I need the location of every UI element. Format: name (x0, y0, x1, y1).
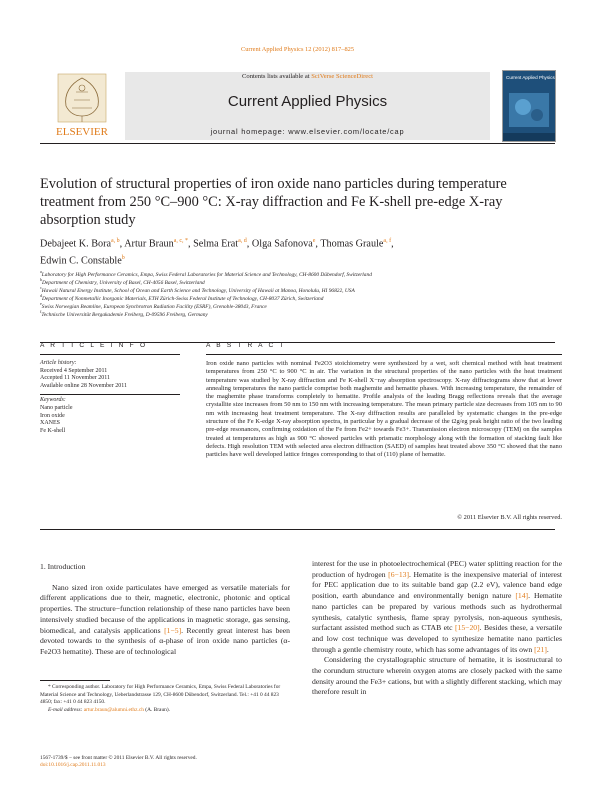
affiliation-marker: c (40, 285, 42, 290)
abstract-rule (206, 354, 562, 355)
author-list (40, 234, 560, 269)
affiliation-text: Department of Nonmetallic Inorganic Materials, ETH Zürich-Swiss Federal Institute of Technology, CH-8037 Zürich, Switzerland (42, 295, 324, 302)
section-heading: 1. Introduction (40, 562, 86, 571)
history-received: Received 4 September 2011 (40, 367, 108, 374)
author-separator: , (315, 238, 321, 250)
elsevier-logo (40, 70, 124, 140)
keywords-divider (40, 394, 180, 395)
body-text: . Hematite nano particles can be prepared by various methods such as hydrothermal synthesis, catalytic synthesis, flame spray pyrolysis, non-aqueous synthesis, surfactant assisted method such as CTAB etc (312, 591, 562, 633)
history-accepted: Accepted 11 November 2011 (40, 375, 111, 382)
affiliation-marker: a (40, 269, 42, 274)
body-text: interest for the use in photoelectrochemical (PEC) water splitting reaction for the production of hydrogen (312, 559, 562, 579)
footnote-rule (40, 680, 110, 681)
citation-link[interactable]: [15−20] (454, 623, 480, 633)
author-name[interactable]: Edwin C. Constable (40, 255, 122, 267)
journal-cover-image (502, 70, 556, 142)
journal-homepage-line (125, 127, 490, 136)
contents-prefix: Contents lists available at (242, 73, 312, 80)
email-link[interactable]: artur.braun@alumni.ethz.ch (83, 706, 144, 713)
body-text: . Besides these, a versatile and low cost technique was developed to synthesize hematite nano particles through a gentle chemistry route, which has some advantages of its own (312, 623, 562, 654)
journal-title: Current Applied Physics (227, 93, 388, 110)
body-right-column (312, 559, 562, 698)
email-label: E-mail address: (48, 706, 84, 713)
author-separator: , (391, 238, 394, 250)
affiliation-text: Technische Universität Bergakademie Freiberg, D-09596 Freiberg, Germany (41, 311, 208, 318)
keyword: XANES (40, 420, 61, 427)
affiliation (40, 308, 560, 319)
author-separator: , (246, 238, 252, 250)
article-title: Evolution of structural properties of iron oxide nano particles during temperature treatment from 250 °C–900 °C: X-ray diffraction and Fe K-shell pre-edge X-ray absorption study (40, 176, 507, 228)
doi-link[interactable]: doi:10.1016/j.cap.2011.11.013 (40, 762, 106, 769)
body-text: . (546, 644, 549, 654)
abstract-text: Iron oxide nano particles with nominal Fe2O3 stoichiometry were synthesized by a wet, soft chemical method with heat treatment temperatures from 250 °C to 900 °C in air. The variation in the structural properties of the nano particles with the heat treatment temperature was studied by X-ray diffraction and Fe K-shell X−ray absorption spectroscopy. X-ray diffractograms show that at lower annealing temperatures the nano particle comprise both maghemite and hematite phases. With increasing temperature, the remainder of the maghemite phase transforms completely to hematite. Profile analysis of the leading Bragg reflections reveals that the average crystallite size increases from 50 nm to 150 nm with increasing temperature. The mean primary particle size decreases from 105 nm to 90 nm with increasing heat treatment temperature. The X-ray diffraction results are paralleled by systematic changes in the pre-edge structure of the Fe K-edge X-ray absorption spectra, in particular by a gradual decrease of the t2g/eg peak height ratio of the two leading pre-edge resonances, confirming oxidation of the Fe from Fe2+ towards Fe3+. Transmission electron microscopy (TEM) on the samples treated at temperatures as high as 900 °C showed particles with prismatic morphology along with the formation of stacking fault like defects. High resolution TEM with selected area electron diffraction (SAED) of samples heat treated above 350 °C showed that the nano particles have well developed lattice fringes corresponding to that of (110) plane of hematite. (206, 360, 562, 459)
keywords-label: Keywords: (40, 397, 66, 404)
article-info (40, 360, 180, 435)
footnote (40, 684, 290, 714)
publisher-name: ELSEVIER (56, 126, 108, 138)
affiliation-text: Department of Chemistry, University of Basel, CH-4056 Basel, Switzerland (42, 279, 205, 286)
author-name[interactable]: Debajeet K. Bora (40, 238, 111, 250)
affiliation-marker: e (40, 301, 42, 306)
affiliation-marker: f (40, 309, 42, 314)
body-left-column (40, 562, 290, 658)
body-text: . Hematite is the inexpensive material of interest for PEC application due to its suitable band gap (2.2 eV), valence band edge position, earth abundance and environmentally benign nature (312, 569, 562, 601)
body-paragraph (312, 559, 562, 655)
author-name[interactable]: Artur Braun (124, 238, 174, 250)
author-affil-marker[interactable]: b (121, 255, 125, 262)
homepage-prefix: journal homepage: (210, 127, 289, 136)
abstract-heading: A B S T R A C T (206, 342, 286, 349)
citation-link[interactable]: [14] (515, 591, 529, 601)
email-line (40, 707, 290, 715)
author-affil-marker[interactable]: a, d (238, 238, 247, 244)
corresponding-author-note: * Corresponding author. Laboratory for High Performance Ceramics, Empa, Swiss Federal Laboratories for Material Science and Technology, Ueberlandstrasse 129, CH-8600 Dübendorf, Switzerland. Tel.: +41 0 44 823 4850; fax: +41 0 44 823 4150. (40, 684, 281, 706)
author-affil-marker[interactable]: a, c, * (173, 238, 189, 244)
body-paragraph (40, 583, 290, 658)
author-separator: , (119, 238, 125, 250)
homepage-link[interactable]: www.elsevier.com/locate/cap (288, 127, 405, 136)
affiliation-text: Laboratory for High Performance Ceramics, Empa, Swiss Federal Laboratories for Material Science and Technology, CH-8600 Dübendorf, Switzerland (41, 271, 372, 278)
author-affil-marker[interactable]: a, f (383, 238, 392, 244)
citation-link[interactable]: [1−5] (164, 625, 182, 635)
article-info-heading: A R T I C L E I N F O (40, 342, 148, 349)
author-name[interactable]: Selma Erat (193, 238, 239, 250)
author-name[interactable]: Thomas Graule (320, 238, 384, 250)
affiliation-text: Hawaii Natural Energy Institute, School of Ocean and Earth Science and Technology, University of Hawaii at Manoa, Honolulu, HI 96822, USA (41, 287, 355, 294)
history-online: Available online 28 November 2011 (40, 382, 127, 389)
cover-title: Current Applied Physics (506, 75, 555, 80)
keyword: Fe K-shell (40, 427, 66, 434)
citation-link[interactable]: [6−13] (388, 569, 410, 579)
body-text: . Recently great interest has been devoted towards to the synthesis of α-phase of iron oxide nano particles (α-Fe2O3 hematite). These are of technological (40, 625, 290, 656)
author-separator: , (188, 238, 194, 250)
body-paragraph: Considering the crystallographic structure of hematite, it is isostructural to the corundum structure wherein oxygen atoms are closely packed with the same density around the Fe3+ cations, but with a slightly different stacking, which may therefore result in (312, 655, 562, 697)
journal-reference[interactable]: Current Applied Physics 12 (2012) 817–825 (240, 46, 355, 53)
affiliation-marker: d (40, 293, 42, 298)
article-info-rule (40, 354, 180, 355)
contents-line (125, 73, 490, 80)
affiliation-marker: b (40, 277, 42, 282)
header-rule (40, 143, 555, 144)
author-name[interactable]: Olga Safonova (251, 238, 313, 250)
affiliation-text: Swiss Norwegian Beamline, European Synchrotron Radiation Facility (ESRF), Grenoble-38043, France (41, 303, 267, 310)
sciencedirect-link[interactable]: SciVerse ScienceDirect (311, 73, 373, 80)
abstract-copyright: © 2011 Elsevier B.V. All rights reserved. (457, 514, 562, 521)
author-affil-marker[interactable]: e (312, 238, 316, 244)
body-text: Nano sized iron oxide particulates have emerged as versatile materials for different applications due to their, magnetic, electronic, photonic and optical properties. The structure−function relationship of these nano particles have been intensively studied because of the applications in magnetic storage, gas sensing, biomedical, and catalysis applications (40, 582, 290, 635)
author-affil-marker[interactable]: a, b (111, 238, 120, 244)
history-label: Article history: (40, 360, 77, 366)
citation-link[interactable]: [21] (534, 644, 547, 654)
bottom-info (40, 755, 290, 770)
abstract-bottom-rule (40, 529, 555, 530)
keyword: Nano particle (40, 404, 73, 411)
keyword: Iron oxide (40, 412, 65, 419)
issn-line: 1567-1739/$ − see front matter © 2011 Elsevier B.V. All rights reserved. (40, 755, 197, 761)
email-suffix: (A. Braun). (143, 706, 170, 713)
